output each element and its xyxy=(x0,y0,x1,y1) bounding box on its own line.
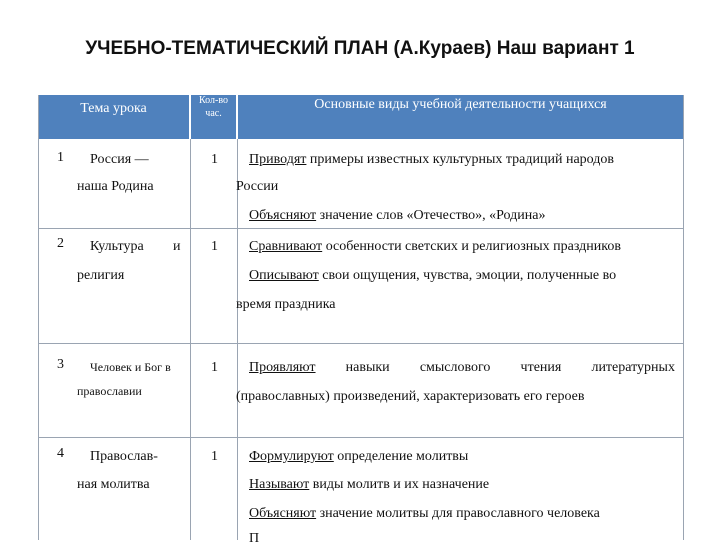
row-divider xyxy=(38,437,683,438)
table-right-border xyxy=(683,95,684,540)
header-topic-cell xyxy=(38,95,189,139)
row-number: 3 xyxy=(57,357,64,372)
activity-text: Объясняют значение слов «Отечество», «Родина» xyxy=(249,208,546,223)
topic-text: Человек и Бог в xyxy=(90,360,171,374)
activity-text: время праздника xyxy=(236,297,336,312)
topic-text: Православ- xyxy=(90,449,158,464)
header-hours-label: Кол-во час. xyxy=(198,95,228,119)
topic-text: православии xyxy=(77,384,142,398)
hours-value: 1 xyxy=(211,360,218,375)
activity-text: Приводят примеры известных культурных традиций народов xyxy=(249,152,615,167)
table-left-border xyxy=(38,95,39,540)
topic-text: и xyxy=(173,239,181,254)
activity-text: Формулируют определение молитвы xyxy=(249,449,469,464)
table-column-divider xyxy=(190,139,191,540)
row-number: 2 xyxy=(57,236,64,251)
row-divider xyxy=(38,343,683,344)
activity-text: Объясняют значение молитвы для православного человека xyxy=(249,506,600,521)
row-divider xyxy=(38,228,683,229)
activity-text: П xyxy=(249,531,260,546)
topic-text: религия xyxy=(77,268,125,283)
header-activities-cell xyxy=(238,95,683,139)
activity-text: Называют виды молитв и их назначение xyxy=(249,477,490,492)
hours-value: 1 xyxy=(211,239,218,254)
activity-text: Проявляют навыки смыслового чтения литературных xyxy=(249,360,675,375)
topic-text: наша Родина xyxy=(77,179,154,194)
topic-text: ная молитва xyxy=(77,477,150,492)
header-activities-label: Основные виды учебной деятельности учащихся xyxy=(314,97,607,112)
row-number: 4 xyxy=(57,446,64,461)
activity-text: России xyxy=(236,179,279,194)
hours-value: 1 xyxy=(211,152,218,167)
activity-text: (православных) произведений, характеризовать его героев xyxy=(236,389,585,404)
topic-text: Культура xyxy=(90,239,144,254)
topic-text: Россия — xyxy=(90,152,149,167)
table-column-divider xyxy=(237,139,238,540)
activity-text: Сравнивают особенности светских и религиозных праздников xyxy=(249,239,621,254)
activity-text: Описывают свои ощущения, чувства, эмоции, полученные во xyxy=(249,268,617,283)
row-number: 1 xyxy=(57,150,64,165)
hours-value: 1 xyxy=(211,449,218,464)
page-title: УЧЕБНО-ТЕМАТИЧЕСКИЙ ПЛАН (А.Кураев) Наш вариант 1 xyxy=(85,38,635,59)
header-hours-cell xyxy=(191,95,236,139)
header-topic-label: Тема урока xyxy=(80,101,147,116)
